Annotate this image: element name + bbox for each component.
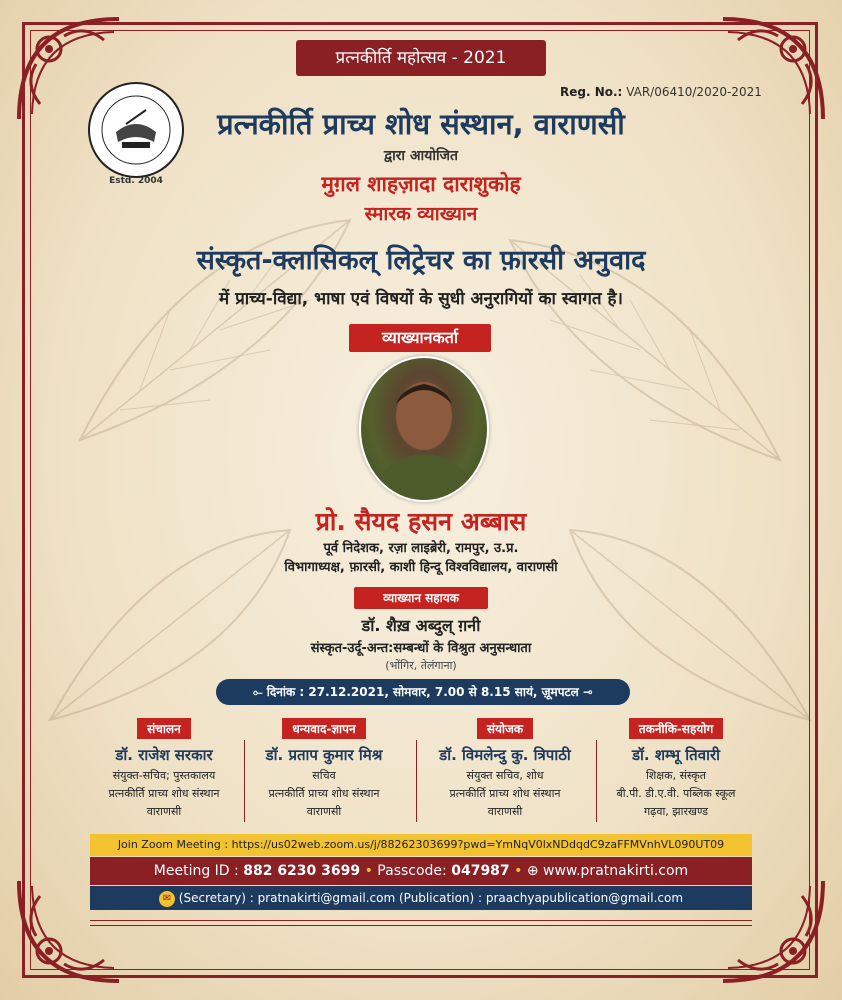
committee-role: संचालन [137,718,191,739]
meeting-id-label: Meeting ID : [153,863,239,879]
passcode-label: Passcode: [377,863,447,879]
meeting-info-bar [90,857,752,885]
committee-role: संयोजक [477,718,533,739]
committee-line: बी.पी. डी.ए.वी. पब्लिक स्कूल [616,787,736,800]
committee-line: वाराणसी [487,805,523,818]
assistant-location: (भोंगिर, तेलंगाना) [385,659,457,672]
organised-by: द्वारा आयोजित [384,148,458,164]
institute-title: प्रत्नकीर्ति प्राच्य शोध संस्थान, वाराणसी [217,107,625,141]
welcome-line: में प्राच्य-विद्या, भाषा एवं विषयों के सुधी अनुरागियों का स्वागत है। [219,289,623,309]
website-link[interactable]: www.pratnakirti.com [543,863,689,879]
committee-member [420,718,590,819]
speaker-designation-2: विभागाध्यक्ष, फ़ारसी, काशी हिन्दू विश्वविद्यालय, वाराणसी [284,560,558,575]
assistant-label: व्याख्यान सहायक [354,587,488,609]
bottom-rule [90,920,752,926]
person-silhouette-icon [361,358,487,500]
committee-line: वाराणसी [306,805,342,818]
meeting-id: 882 6230 3699 [243,863,361,879]
committee-line: शिक्षक, संस्कृत [645,769,707,782]
committee-role: तकनीकि-सहयोग [629,718,723,739]
committee-line: प्रत्नकीर्ति प्राच्य शोध संस्थान [449,787,561,800]
lecture-series-subtitle: स्मारक व्याख्यान [364,203,478,225]
email-bar [90,886,752,910]
zoom-link[interactable]: Join Zoom Meeting : https://us02web.zoom.us/j/88262303699?pwd=YmNqV0lxNDdqdC9zaFFMVnhVL090UT09 [90,834,752,856]
reg-label: Reg. No.: [560,85,623,99]
divider [416,740,417,822]
committee-member [88,718,240,819]
committee-line: गढ़वा, झारखण्ड [643,805,709,818]
committee-line: संयुक्त सचिव, शोध [466,769,544,782]
committee-name: डॉ. शम्भू तिवारी [632,746,720,764]
committee-member [248,718,400,819]
speaker-designation-1: पूर्व निदेशक, रज़ा लाइब्रेरी, रामपुर, उ.प्र. [323,541,519,556]
committee-line: सचिव [312,769,336,782]
committee-name: डॉ. विमलेन्दु कु. त्रिपाठी [439,746,571,764]
festival-banner: प्रत्नकीर्ति महोत्सव - 2021 [296,40,546,76]
email-contacts[interactable]: (Secretary) : pratnakirti@gmail.com (Publication) : praachyapublication@gmail.com [178,891,684,905]
speaker-photo [359,356,489,502]
committee-line: वाराणसी [146,805,182,818]
committee-name: डॉ. राजेश सरकार [115,746,213,764]
committee-member [600,718,752,819]
passcode: 047987 [451,863,510,879]
divider [596,740,597,822]
ornament-left-icon: ⟜ [253,685,267,699]
lecture-series-title: मुग़ल शाहज़ादा दाराशुकोह [321,172,521,196]
speaker-name: प्रो. सैयद हसन अब्बास [315,507,527,536]
lecture-topic: संस्कृत-क्लासिकल् लिट्रेचर का फ़ारसी अनुवाद [196,245,646,276]
event-date: दिनांक : 27.12.2021, सोमवार, 7.00 से 8.15 सायं, ज़ूमपटल [266,685,579,699]
committee-line: प्रत्नकीर्ति प्राच्य शोध संस्थान [268,787,380,800]
reg-value: VAR/06410/2020-2021 [626,85,762,99]
registration-number [560,85,762,99]
speaker-label: व्याख्यानकर्ता [349,324,491,352]
assistant-name: डॉ. शैख़ अब्दुल् ग़नी [361,616,481,635]
email-icon: ✉ [159,891,175,907]
date-bar [216,679,630,705]
bullet-icon: • [364,863,378,879]
globe-icon: ⊕ [526,863,539,879]
assistant-designation: संस्कृत-उर्दू-अन्त:सम्बन्धों के विश्रुत अनुसन्धाता [310,641,532,656]
ornament-right-icon: ⊸ [582,685,593,699]
committee-line: प्रत्नकीर्ति प्राच्य शोध संस्थान [108,787,220,800]
committee-line: संयुक्त-सचिव; पुस्तकालय [112,769,216,782]
logo-estd: Estd. 2004 [109,176,163,186]
committee-role: धन्यवाद-ज्ञापन [282,718,365,739]
divider [244,740,245,822]
bullet-icon: • [514,863,527,879]
committee-name: डॉ. प्रताप कुमार मिश्र [265,746,383,764]
